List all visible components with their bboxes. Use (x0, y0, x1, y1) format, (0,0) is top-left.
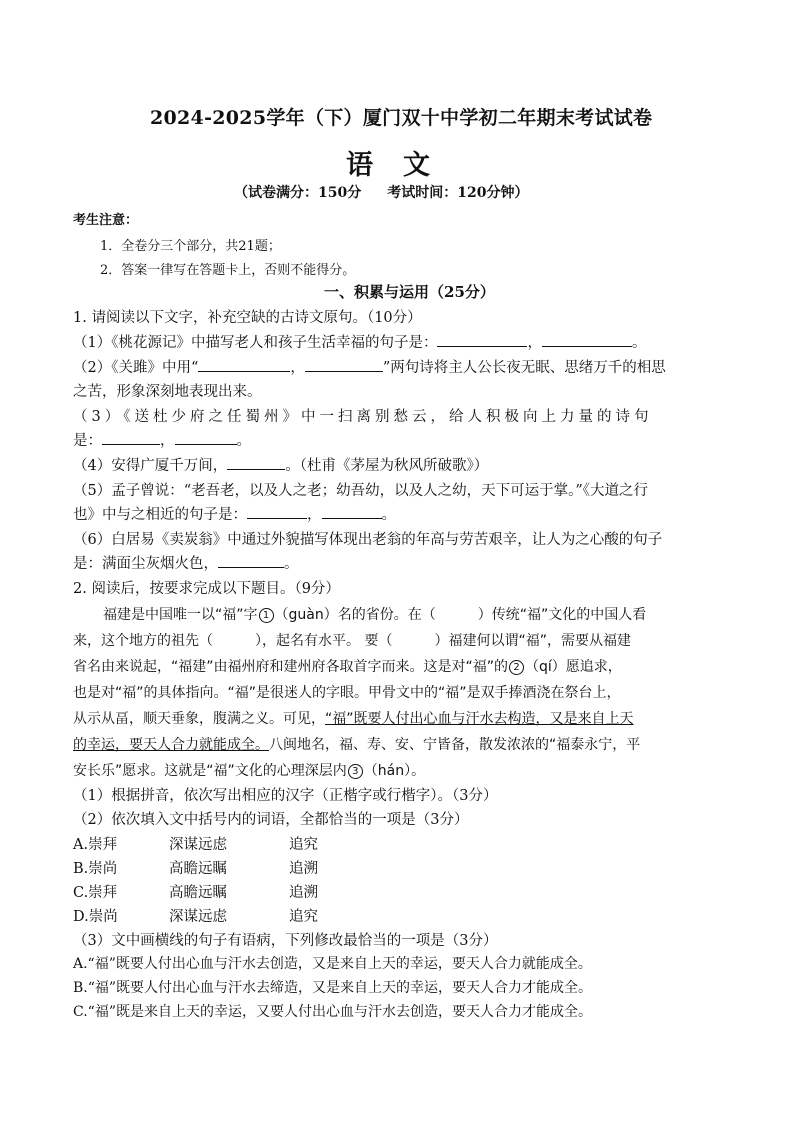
sub3-option[interactable]: A.“福”既要人付出心血与汗水去创造，又是来自上天的幸运，要天人合力就能成全。 (73, 956, 592, 972)
q1-part6-text: 是：满面尘灰烟火色， (73, 556, 218, 572)
q2-sub1: （1）根据拼音，依次写出相应的汉字（正楷字或行楷字）。（3分） (73, 788, 498, 804)
punct: ， (290, 360, 305, 376)
passage-text: 安长乐”愿求。这就是“福”文化的心理深层内 (73, 763, 347, 779)
answer-blank[interactable] (247, 503, 307, 519)
option-row[interactable] (73, 833, 318, 854)
passage-text: 省名由来说起，“福建”由福州府和建州府各取首字而来。这是对“福”的 (73, 659, 509, 675)
passage-text: （qí）愿追求， (525, 659, 622, 675)
option-label: D.崇尚 (73, 909, 118, 925)
answer-blank[interactable] (322, 503, 382, 519)
q1-part5-cont (73, 503, 396, 524)
passage-line: 来，这个地方的祖先（ ），起名有水平。 要（ ）福建何以谓“福”，需要从福建 (73, 633, 631, 649)
q2-stem: 2. 阅读后，按要求完成以下题目。（9分） (73, 581, 340, 597)
passage-text: （hán）。 (363, 763, 426, 779)
q1-stem: 1. 请阅读以下文字，补充空缺的古诗文原句。（10分） (73, 310, 422, 326)
q1-part1 (73, 331, 646, 352)
passage-line (73, 708, 634, 728)
exam-meta (234, 182, 554, 202)
option-row[interactable] (73, 881, 318, 902)
q2-sub3: （3）文中画横线的句子有语病，下列修改最恰当的一项是（3分） (73, 933, 498, 949)
option-word: 深谋远虑 (169, 837, 227, 853)
q1-part3: （3）《送杜少府之任蜀州》中一扫离别愁云，给人积极向上力量的诗句 (73, 409, 653, 425)
punct: ， (160, 433, 175, 449)
subject-title: 语文 (346, 150, 460, 181)
answer-blank[interactable] (227, 454, 285, 470)
passage-text: （guàn）名的省份。在（ ）传统“福”文化的中国人看 (274, 607, 647, 623)
q1-part4-text: （4）安得广厦千万间， (73, 458, 228, 474)
punct: 。 (381, 507, 396, 523)
answer-blank[interactable] (305, 356, 383, 372)
answer-blank[interactable] (175, 429, 237, 445)
blank-marker: 2 (509, 660, 524, 675)
time-info: 考试时间：120分钟） (387, 185, 529, 201)
passage-line (73, 734, 640, 754)
option-word: 追溯 (289, 885, 318, 901)
q2-sub2: （2）依次填入文中括号内的词语，全都恰当的一项是（3分） (73, 812, 469, 828)
passage-text: 从示从畐，顺天垂象，腹满之义。可见， (73, 711, 325, 727)
note-item: 2．答案一律写在答题卡上，否则不能得分。 (100, 263, 356, 278)
q1-part3-text: 是： (73, 433, 102, 449)
exam-title: 2024-2025学年（下）厦门双十中学初二年期末考试试卷 (150, 107, 653, 129)
passage-line (73, 656, 622, 676)
section-heading: 一、积累与运用（25分） (324, 283, 495, 301)
q1-part4 (73, 454, 488, 475)
option-label: B.崇尚 (73, 861, 118, 877)
option-word: 深谋远虑 (169, 909, 227, 925)
passage-line (103, 604, 646, 624)
option-word: 高瞻远瞩 (169, 885, 227, 901)
punct: ， (527, 335, 542, 351)
q1-part2-cont: 之苦，形象深刻地表现出来。 (73, 384, 262, 400)
passage-line (73, 760, 425, 780)
q1-part6: （6）白居易《卖炭翁》中通过外貌描写体现出老翁的年高与劳苦艰辛，让人为之心酸的句子 (73, 532, 663, 548)
q1-part2-text: （2）《关雎》中用“ (73, 360, 199, 376)
option-word: 追溯 (289, 861, 318, 877)
q1-part5-text: 也》中与之相近的句子是： (73, 507, 247, 523)
underlined-sentence: “福”既要人付出心血与汗水去构造，又是来自上天 (325, 711, 634, 727)
q1-part3-cont (73, 429, 251, 450)
answer-blank[interactable] (218, 552, 284, 568)
answer-blank[interactable] (102, 429, 160, 445)
note-item: 1．全卷分三个部分，共21题； (100, 239, 281, 254)
sub3-option[interactable]: C.“福”既是来自上天的幸运，又要人付出心血与汗水去创造，要天人合力才能成全。 (73, 1004, 592, 1020)
punct: 。 (284, 556, 299, 572)
answer-blank[interactable] (437, 331, 527, 347)
option-row[interactable] (73, 905, 318, 926)
q1-part6-cont (73, 552, 299, 573)
q1-part5: （5）孟子曾说：“老吾老，以及人之老；幼吾幼，以及人之幼，天下可运于掌。”《大道之行 (73, 483, 649, 499)
option-word: 高瞻远瞩 (169, 861, 227, 877)
notes-heading: 考生注意： (73, 213, 139, 228)
blank-marker: 3 (348, 764, 363, 779)
q1-part2 (73, 356, 666, 377)
q1-part2-text: ”两句诗将主人公长夜无眠、思绪万千的相思 (382, 360, 666, 376)
passage-text: 八闽地名，福、寿、安、宁皆备，散发浓浓的“福泰永宁，平 (269, 737, 641, 753)
sub3-option[interactable]: B.“福”既要人付出心血与汗水去缔造，又是来自上天的幸运，要天人合力才能成全。 (73, 980, 593, 996)
answer-blank[interactable] (542, 331, 632, 347)
passage-text: 福建是中国唯一以“福”字 (103, 607, 258, 623)
passage-line: 也是对“福”的具体指向。“福”是很迷人的字眼。甲骨文中的“福”是双手捧酒浇在祭台上， (73, 685, 621, 701)
blank-marker: 1 (259, 608, 274, 623)
option-word: 追究 (289, 837, 318, 853)
option-label: C.崇拜 (73, 885, 118, 901)
option-word: 追究 (289, 909, 318, 925)
score-info: （试卷满分：150分 (234, 185, 362, 201)
option-row[interactable] (73, 857, 318, 878)
underlined-sentence: 的幸运，要天人合力就能成全。 (73, 737, 269, 753)
punct: 。 (236, 433, 251, 449)
option-label: A.崇拜 (73, 837, 118, 853)
q1-part1-text: （1）《桃花源记》中描写老人和孩子生活幸福的句子是： (73, 335, 438, 351)
answer-blank[interactable] (198, 356, 290, 372)
punct: 。 (631, 335, 647, 351)
q1-part4-text: 。（杜甫《茅屋为秋风所破歌》） (285, 458, 489, 474)
punct: ， (307, 507, 322, 523)
